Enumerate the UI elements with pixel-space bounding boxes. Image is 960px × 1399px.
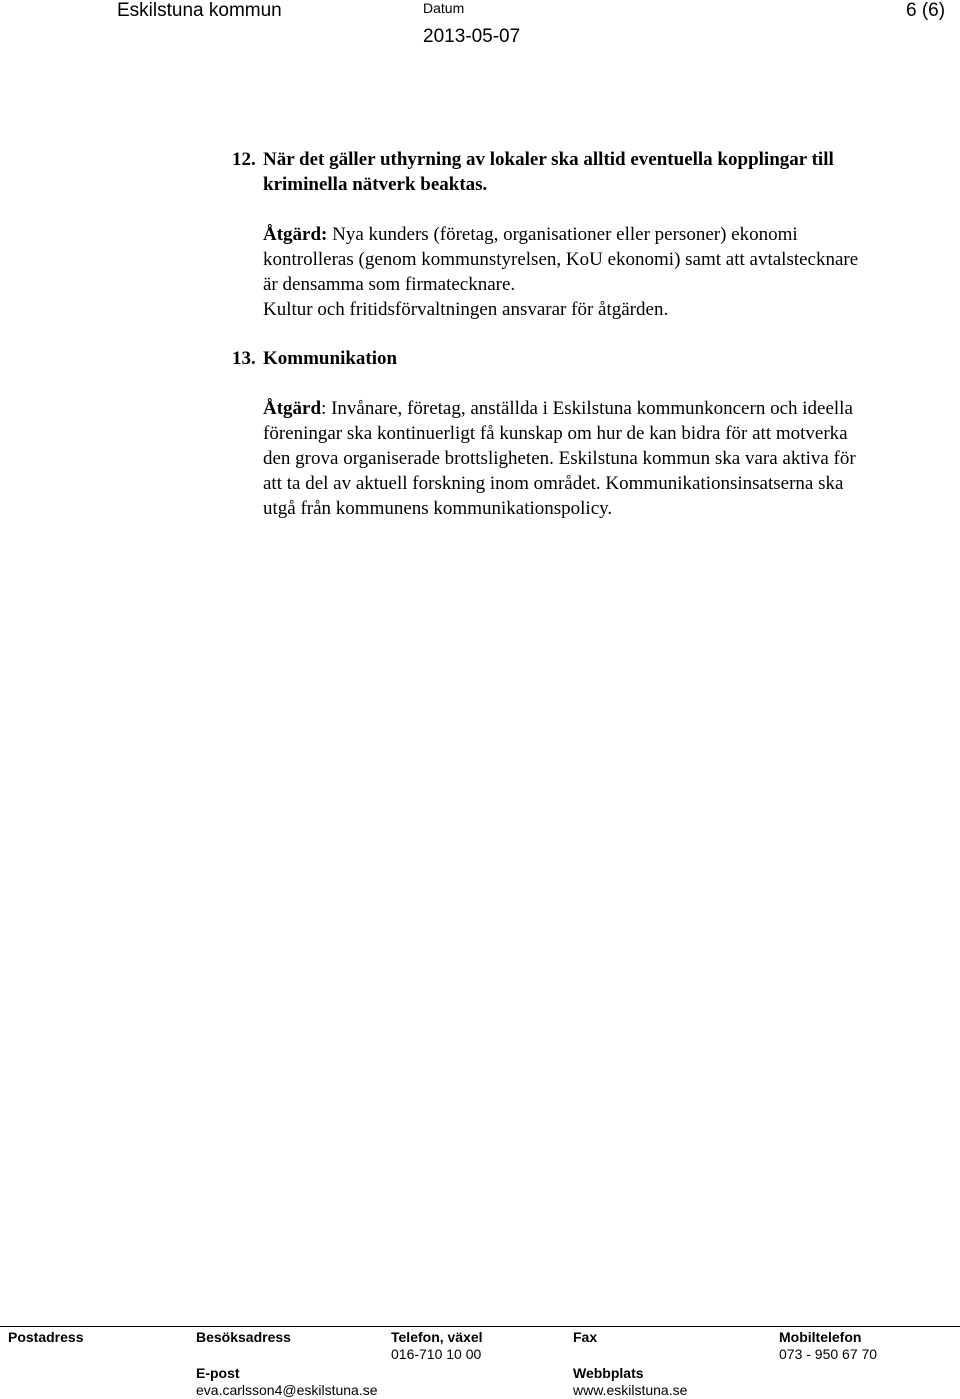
footer-telefon-label: Telefon, växel bbox=[391, 1329, 483, 1345]
footer-mobil-label: Mobiltelefon bbox=[779, 1329, 862, 1345]
section-13-action-line-5: utgå från kommunens kommunikationspolicy. bbox=[263, 498, 613, 519]
header-date: 2013-05-07 bbox=[423, 26, 521, 47]
section-12-heading-line-2: kriminella nätverk beaktas. bbox=[263, 174, 488, 195]
section-12-heading-line-1: När det gäller uthyrning av lokaler ska alltid eventuella kopplingar till bbox=[263, 149, 834, 170]
footer-divider bbox=[0, 1326, 960, 1327]
section-12-action-label: Åtgärd: bbox=[263, 224, 328, 245]
section-12-action-line-2: kontrolleras (genom kommunstyrelsen, KoU ekonomi) samt att avtalstecknare bbox=[263, 249, 859, 270]
section-12-action-text: Nya kunders (företag, organisationer eller personer) ekonomi bbox=[327, 224, 798, 245]
section-13-number: 13. bbox=[232, 348, 256, 369]
footer-telefon-value: 016-710 10 00 bbox=[391, 1346, 482, 1362]
section-13-action-text: : Invånare, företag, anställda i Eskilstuna kommunkoncern och ideella bbox=[321, 398, 853, 419]
footer-epost-label: E-post bbox=[196, 1365, 240, 1381]
footer-mobil-value: 073 - 950 67 70 bbox=[779, 1346, 878, 1362]
footer-postadress-label: Postadress bbox=[8, 1329, 84, 1345]
header-datum-label: Datum bbox=[423, 0, 465, 16]
section-13-heading: Kommunikation bbox=[263, 348, 398, 369]
footer-besoksadress-label: Besöksadress bbox=[196, 1329, 291, 1345]
header-organization: Eskilstuna kommun bbox=[117, 0, 282, 21]
footer-webb-label: Webbplats bbox=[573, 1365, 644, 1381]
header-page-number: 6 (6) bbox=[906, 0, 946, 21]
footer-webb-value[interactable]: www.eskilstuna.se bbox=[573, 1382, 688, 1398]
section-13-action-line-4: att ta del av aktuell forskning inom området. Kommunikationsinsatserna ska bbox=[263, 473, 844, 494]
section-13-action-line-3: den grova organiserade brottsligheten. Eskilstuna kommun ska vara aktiva för bbox=[263, 448, 856, 469]
footer-fax-label: Fax bbox=[573, 1329, 598, 1345]
section-13-action-label: Åtgärd bbox=[263, 398, 322, 419]
section-12-responsibility: Kultur och fritidsförvaltningen ansvarar för åtgärden. bbox=[263, 299, 669, 320]
section-12-number: 12. bbox=[232, 149, 256, 170]
section-12-action-line-3: är densamma som firmatecknare. bbox=[263, 274, 516, 295]
section-12-action-line-1 bbox=[263, 222, 798, 247]
footer-epost-value[interactable]: eva.carlsson4@eskilstuna.se bbox=[196, 1382, 378, 1398]
section-13-action-line-2: föreningar ska kontinuerligt få kunskap om hur de kan bidra för att motverka bbox=[263, 423, 848, 444]
section-13-action-line-1 bbox=[263, 396, 853, 421]
